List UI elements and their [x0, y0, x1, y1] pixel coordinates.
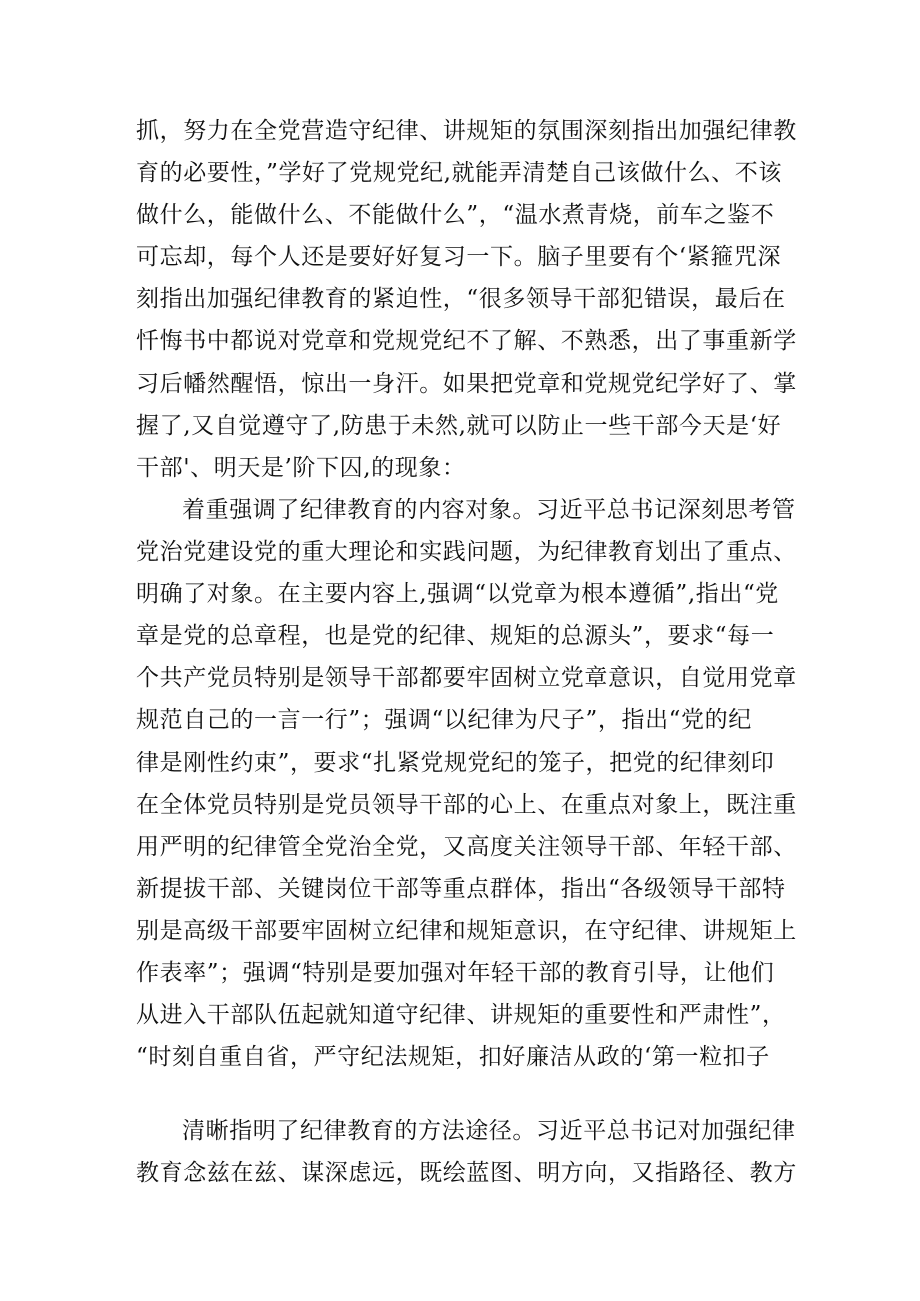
paragraph-3	[136, 1110, 796, 1194]
paragraph-1	[136, 110, 796, 489]
paragraph-line: 忏悔书中都说对党章和党规党纪不了解、不熟悉，出了事重新学	[136, 328, 797, 355]
paragraph-line: 用严明的纪律管全党治全党，又高度关注领导干部、年轻干部、	[136, 833, 797, 860]
paragraph-line: 党治党建设党的重大理论和实践问题，为纪律教育划出了重点、	[136, 539, 797, 566]
paragraph-line: 从进入干部队伍起就知道守纪律、讲规矩的重要性和严肃性”，	[136, 1002, 786, 1029]
paragraph-line: 做什么，能做什么、不能做什么”，“温水煮青烧，前车之鉴不	[136, 202, 775, 229]
paragraph-line: 新提拔干部、关键岗位干部等重点群体，指出“各级领导干部特	[136, 875, 786, 902]
paragraph-line: 在全体党员特别是党员领导干部的心上、在重点对象上，既注重	[136, 791, 797, 818]
paragraph-line: 明确了对象。在主要内容上,强调“以党章为根本遵循”,指出“党	[136, 581, 779, 608]
paragraph-line: 刻指出加强纪律教育的紧迫性，“很多领导干部犯错误，最后在	[136, 286, 786, 313]
paragraph-line: 别是高级干部要牢固树立纪律和规矩意识，在守纪律、讲规矩上	[136, 917, 797, 944]
paragraph-line: 清晰指明了纪律教育的方法途径。习近平总书记对加强纪律	[182, 1118, 796, 1144]
paragraph-line: 握了,又自觉遵守了,防患于未然,就可以防止一些干部今天是‘好	[136, 412, 782, 439]
paragraph-2	[136, 489, 796, 1078]
paragraph-line: 着重强调了纪律教育的内容对象。习近平总书记深刻思考管	[182, 497, 796, 523]
paragraph-line: 育的必要性，”学好了党规党纪,就能弄清楚自己该做什么、不该	[136, 160, 782, 187]
paragraph-line: 规范自己的一言一行”；强调“以纪律为尺子”，指出“党的纪	[136, 707, 752, 734]
paragraph-line: 作表率”；强调“特别是要加强对年轻干部的教育引导，让他们	[136, 960, 775, 987]
paragraph-line: 可忘却，每个人还是要好好复习一下。脑子里要有个‘紧箍咒深	[136, 244, 782, 271]
paragraph-line: “时刻自重自省，严守纪法规矩，扣好廉洁从政的‘第一粒扣子	[136, 1044, 770, 1071]
paragraph-line: 个共产党员特别是领导干部都要牢固树立党章意识，自觉用党章	[136, 665, 797, 692]
paragraph-line: 抓，努力在全党营造守纪律、讲规矩的氛围深刻指出加强纪律教	[136, 118, 797, 144]
paragraph-line: 章是党的总章程，也是党的纪律、规矩的总源头”，要求“每一	[136, 623, 775, 650]
paragraph-line: 律是刚性约束”，要求“扎紧党规党纪的笼子，把党的纪律刻印	[136, 749, 775, 776]
paragraph-line: 习后幡然醒悟，惊出一身汗。如果把党章和党规党纪学好了、掌	[136, 370, 797, 397]
paragraph-line: 教育念兹在兹、谋深虑远，既绘蓝图、明方向，又指路径、教方	[136, 1160, 797, 1187]
paragraph-line: 干部'、明天是’阶下囚,的现象：	[136, 454, 466, 481]
